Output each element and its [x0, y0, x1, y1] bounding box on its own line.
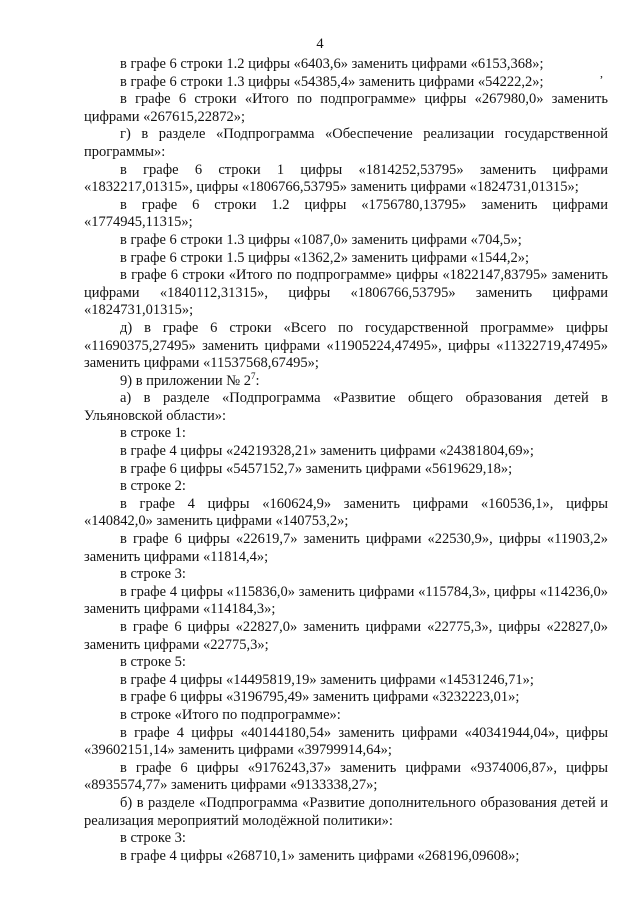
- paragraph: в графе 6 цифры «9176243,37» заменить цифрами «9374006,87», цифры «8935574,77» заменить цифрами «9133338,27»;: [84, 759, 608, 794]
- paragraph: в графе 4 цифры «40144180,54» заменить цифрами «40341944,04», цифры «39602151,14» заменить цифрами «39799914,64»;: [84, 724, 608, 759]
- row-heading: в строке 5:: [120, 654, 186, 671]
- section-heading-b: б) в разделе «Подпрограмма «Развитие дополнительного образования детей и реализация мероприятий молодёжной политики»:: [84, 794, 608, 829]
- paragraph: в графе 4 цифры «160624,9» заменить цифрами «160536,1», цифры «140842,0» заменить цифрами «140753,2»;: [84, 495, 608, 530]
- paragraph: в графе 6 строки 1 цифры «1814252,53795» заменить цифрами «1832217,01315», цифры «1806766,53795» заменить цифрами «1824731,01315»;: [84, 161, 608, 196]
- row-heading: в строке 3:: [120, 566, 186, 583]
- paragraph: в графе 6 строки 1.5 цифры «1362,2» заменить цифрами «1544,2»;: [120, 249, 530, 266]
- appendix-colon: :: [255, 372, 260, 389]
- document-body: [84, 56, 608, 865]
- paragraph: в графе 4 цифры «115836,0» заменить цифрами «115784,3», цифры «114236,0» заменить цифрами «114184,3»;: [84, 583, 608, 618]
- row-heading: в строке «Итого по подпрограмме»:: [120, 706, 341, 723]
- page-number: 4: [316, 36, 324, 52]
- paragraph: в графе 6 цифры «5457152,7» заменить цифрами «5619629,18»;: [120, 460, 513, 477]
- paragraph: в графе 6 строки 1.3 цифры «1087,0» заменить цифрами «704,5»;: [120, 231, 522, 248]
- paragraph: в графе 6 цифры «22619,7» заменить цифрами «22530,9», цифры «11903,2» заменить цифрами «11814,4»;: [84, 531, 608, 565]
- appendix-heading: [84, 370, 608, 391]
- paragraph: в графе 4 цифры «268710,1» заменить цифрами «268196,09608»;: [120, 847, 520, 864]
- paragraph: в графе 6 строки 1.2 цифры «1756780,13795» заменить цифрами «1774945,11315»;: [84, 196, 608, 231]
- paragraph: в графе 4 цифры «14495819,19» заменить цифрами «14531246,71»;: [120, 671, 534, 688]
- paragraph: в графе 6 строки 1.3 цифры «54385,4» заменить цифрами «54222,2»;: [120, 73, 544, 90]
- section-heading-g: г) в разделе «Подпрограмма «Обеспечение реализации государственной программы»:: [84, 126, 608, 160]
- section-heading-a: а) в разделе «Подпрограмма «Развитие общего образования детей в Ульяновской области»:: [84, 390, 608, 424]
- paragraph: в графе 6 строки «Итого по подпрограмме» цифры «267980,0» заменить цифрами «267615,22872»;: [84, 91, 608, 125]
- appendix-superscript: 7: [250, 370, 256, 381]
- paragraph: в графе 6 строки 1.2 цифры «6403,6» заменить цифрами «6153,368»;: [120, 56, 544, 72]
- paragraph: в графе 6 цифры «22827,0» заменить цифрами «22775,3», цифры «22827,0» заменить цифрами «22775,3»;: [84, 619, 608, 653]
- paragraph: в графе 4 цифры «24219328,21» заменить цифрами «24381804,69»;: [120, 443, 534, 460]
- row-heading: в строке 3:: [120, 830, 186, 847]
- appendix-text: 9) в приложении № 2: [120, 372, 251, 389]
- row-heading: в строке 2:: [120, 478, 186, 495]
- paragraph: в графе 6 цифры «3196795,49» заменить цифрами «3232223,01»;: [120, 689, 520, 706]
- paragraph: в графе 6 строки «Итого по подпрограмме» цифры «1822147,83795» заменить цифрами «1840112,31315», цифры «1806766,53795» заменить цифрами «1824731,01315»;: [84, 267, 608, 319]
- section-heading-d: д) в графе 6 строки «Всего по государственной программе» цифры «11690375,27495» заменить цифрами «11905224,47495», цифры «11322719,47495» заменить цифрами «11537568,67495»;: [84, 319, 608, 372]
- margin-mark: ,: [600, 66, 603, 80]
- row-heading: в строке 1:: [120, 425, 186, 442]
